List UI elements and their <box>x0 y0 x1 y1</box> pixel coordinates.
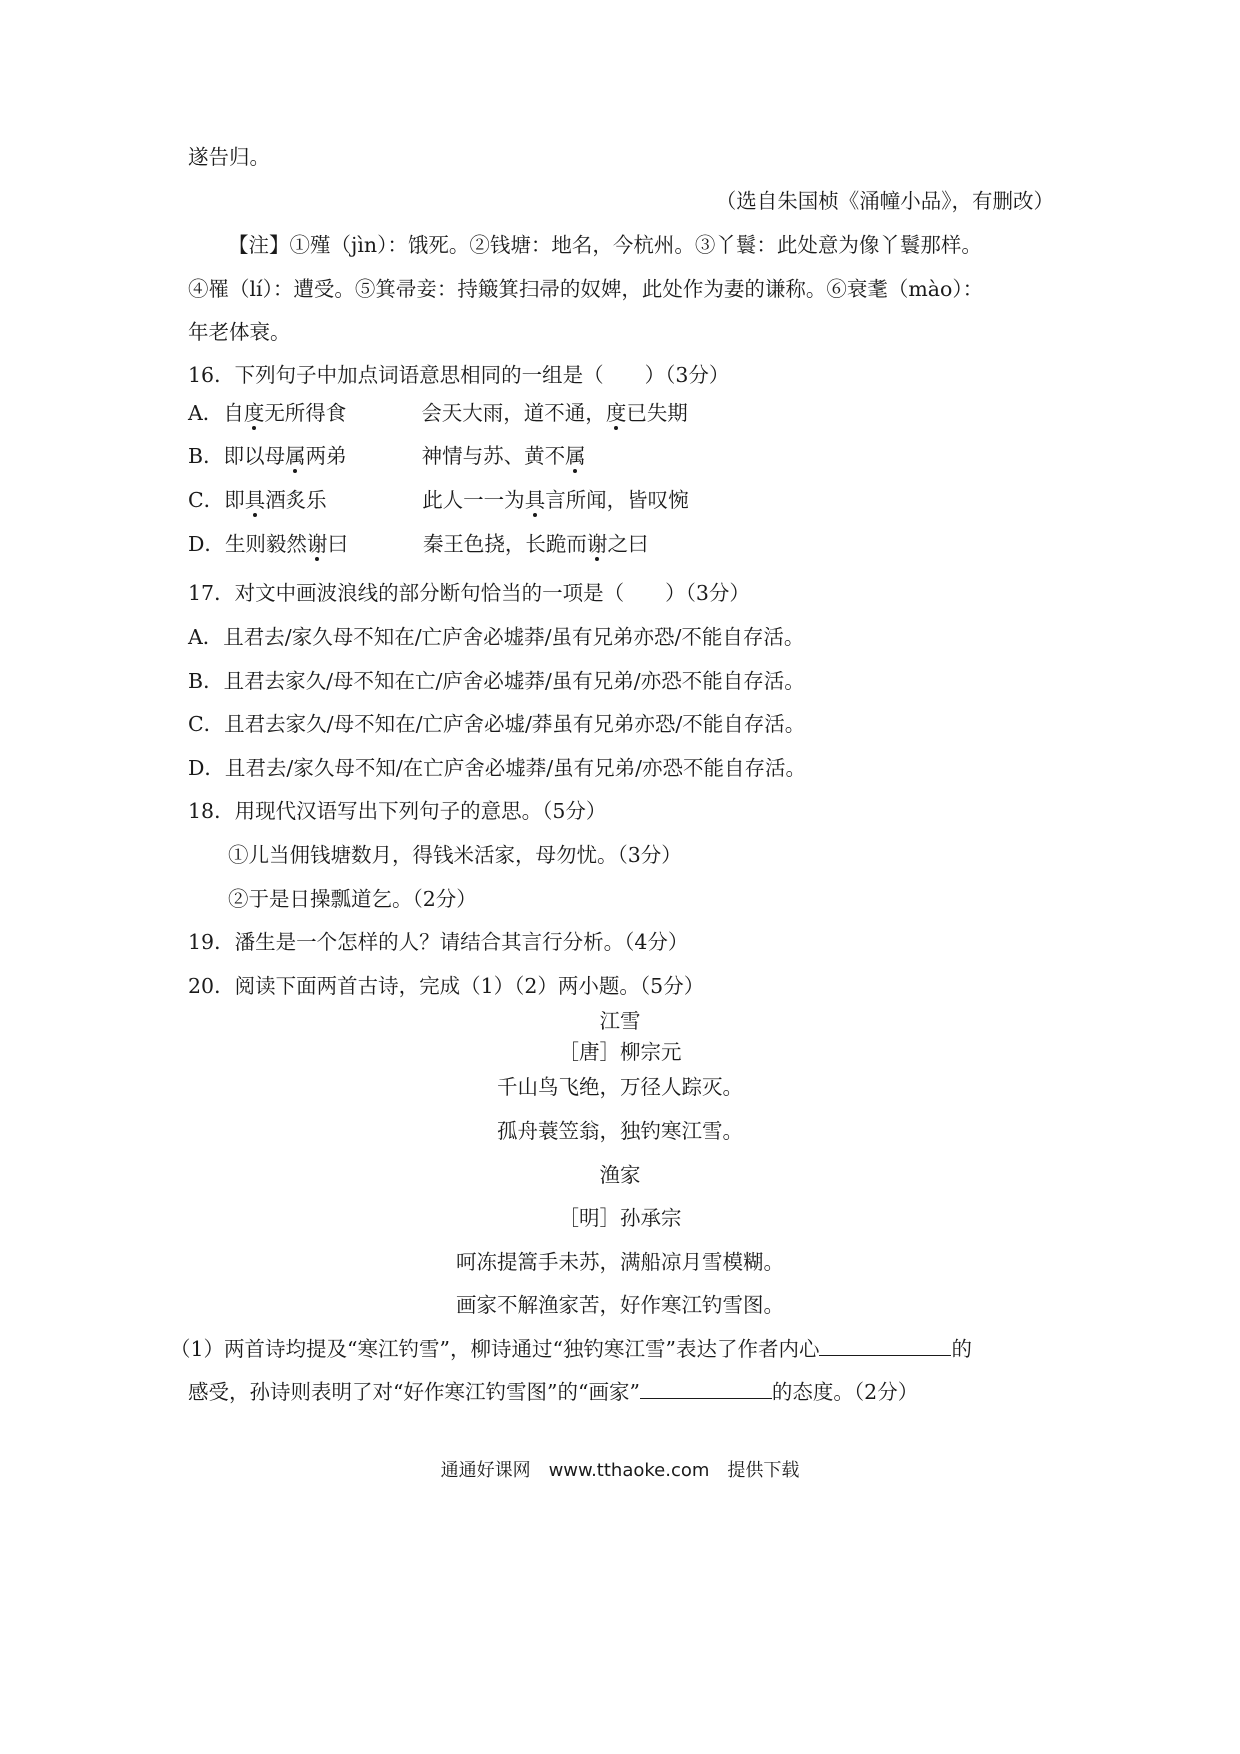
emphasis-dot-word: 度 <box>605 401 627 425</box>
emphasis-dot-word: 谢 <box>586 532 608 556</box>
question-18-item-2: ②于是日操瓢道乞。（2分） <box>228 887 477 911</box>
question-17-option-b: B．且君去家久/母不知在亡/庐舍必墟莽/虽有兄弟/亦恐不能自存活。 <box>188 669 805 693</box>
question-18-stem: 18．用现代汉语写出下列句子的意思。（5分） <box>188 799 607 823</box>
question-16-option-b: B．即以母属两弟 神情与苏、黄不属 <box>188 444 586 468</box>
question-16-option-c: C．即具酒炙乐 此人一一为具言所闻，皆叹惋 <box>188 488 689 512</box>
question-16-option-d: D．生则毅然谢曰 秦王色挠，长跪而谢之曰 <box>188 532 649 556</box>
passage-end: 遂告归。 <box>188 145 270 169</box>
note-line-2: ④罹（lí）：遭受。⑤箕帚妾：持簸箕扫帚的奴婢，此处作为妻的谦称。⑥衰耄（mào）： <box>188 277 984 301</box>
answer-blank-2[interactable] <box>640 1380 772 1399</box>
question-20-stem: 20．阅读下面两首古诗，完成（1）（2）两小题。（5分） <box>188 974 705 998</box>
poem-1-line-1: 千山鸟飞绝，万径人踪灭。 <box>497 1075 743 1099</box>
emphasis-dot-word: 属 <box>565 444 586 468</box>
poem-2-line-1: 呵冻提篙手未苏，满船凉月雪模糊。 <box>456 1250 784 1274</box>
emphasis-dot-word: 谢 <box>306 532 328 556</box>
poem-1-title: 江雪 <box>599 1009 641 1033</box>
poem-1-author: ［唐］柳宗元 <box>558 1040 682 1064</box>
passage-source: （选自朱国桢《涌幢小品》，有删改） <box>715 189 1054 213</box>
poem-1-line-2: 孤舟蓑笠翁，独钓寒江雪。 <box>497 1119 743 1143</box>
emphasis-dot-word: 属 <box>285 444 306 468</box>
question-20-sub-1-line-2: 感受，孙诗则表明了对“好作寒江钓雪图”的“画家” 的态度。（2分） <box>188 1380 919 1404</box>
question-17-stem: 17．对文中画波浪线的部分断句恰当的一项是（ ）（3分） <box>188 581 750 605</box>
question-18-item-1: ①儿当佣钱塘数月，得钱米活家，母勿忧。（3分） <box>228 843 682 867</box>
note-line-1: 【注】①殣（jìn）：饿死。②钱塘：地名，今杭州。③丫鬟：此处意为像丫鬟那样。 <box>228 233 982 257</box>
page-footer: 通通好课网 www.tthaoke.com 提供下载 <box>440 1460 800 1481</box>
poem-2-line-2: 画家不解渔家苦，好作寒江钓雪图。 <box>456 1293 784 1317</box>
poem-2-title: 渔家 <box>599 1163 641 1187</box>
question-19-stem: 19．潘生是一个怎样的人？请结合其言行分析。（4分） <box>188 930 689 954</box>
question-16-option-a: A．自度无所得食 会天大雨，道不通，度已失期 <box>188 401 688 425</box>
question-17-option-a: A．且君去/家久母不知在/亡庐舍必墟莽/虽有兄弟亦恐/不能自存活。 <box>188 625 805 649</box>
question-20-sub-1-line-1: （1）两首诗均提及“寒江钓雪”，柳诗通过“独钓寒江雪”表达了作者内心 的 <box>170 1337 972 1361</box>
question-17-option-c: C．且君去家久/母不知在/亡庐舍必墟/莽虽有兄弟亦恐/不能自存活。 <box>188 712 806 736</box>
emphasis-dot-word: 具 <box>244 488 266 512</box>
emphasis-dot-word: 度 <box>243 401 265 425</box>
question-16-stem: 16．下列句子中加点词语意思相同的一组是（ ）（3分） <box>188 363 730 387</box>
question-17-option-d: D．且君去/家久母不知/在亡庐舍必墟莽/虽有兄弟/亦恐不能自存活。 <box>188 756 807 780</box>
note-line-3: 年老体衰。 <box>188 320 291 344</box>
answer-blank-1[interactable] <box>819 1337 951 1356</box>
emphasis-dot-word: 具 <box>524 488 546 512</box>
poem-2-author: ［明］孙承宗 <box>558 1206 682 1230</box>
